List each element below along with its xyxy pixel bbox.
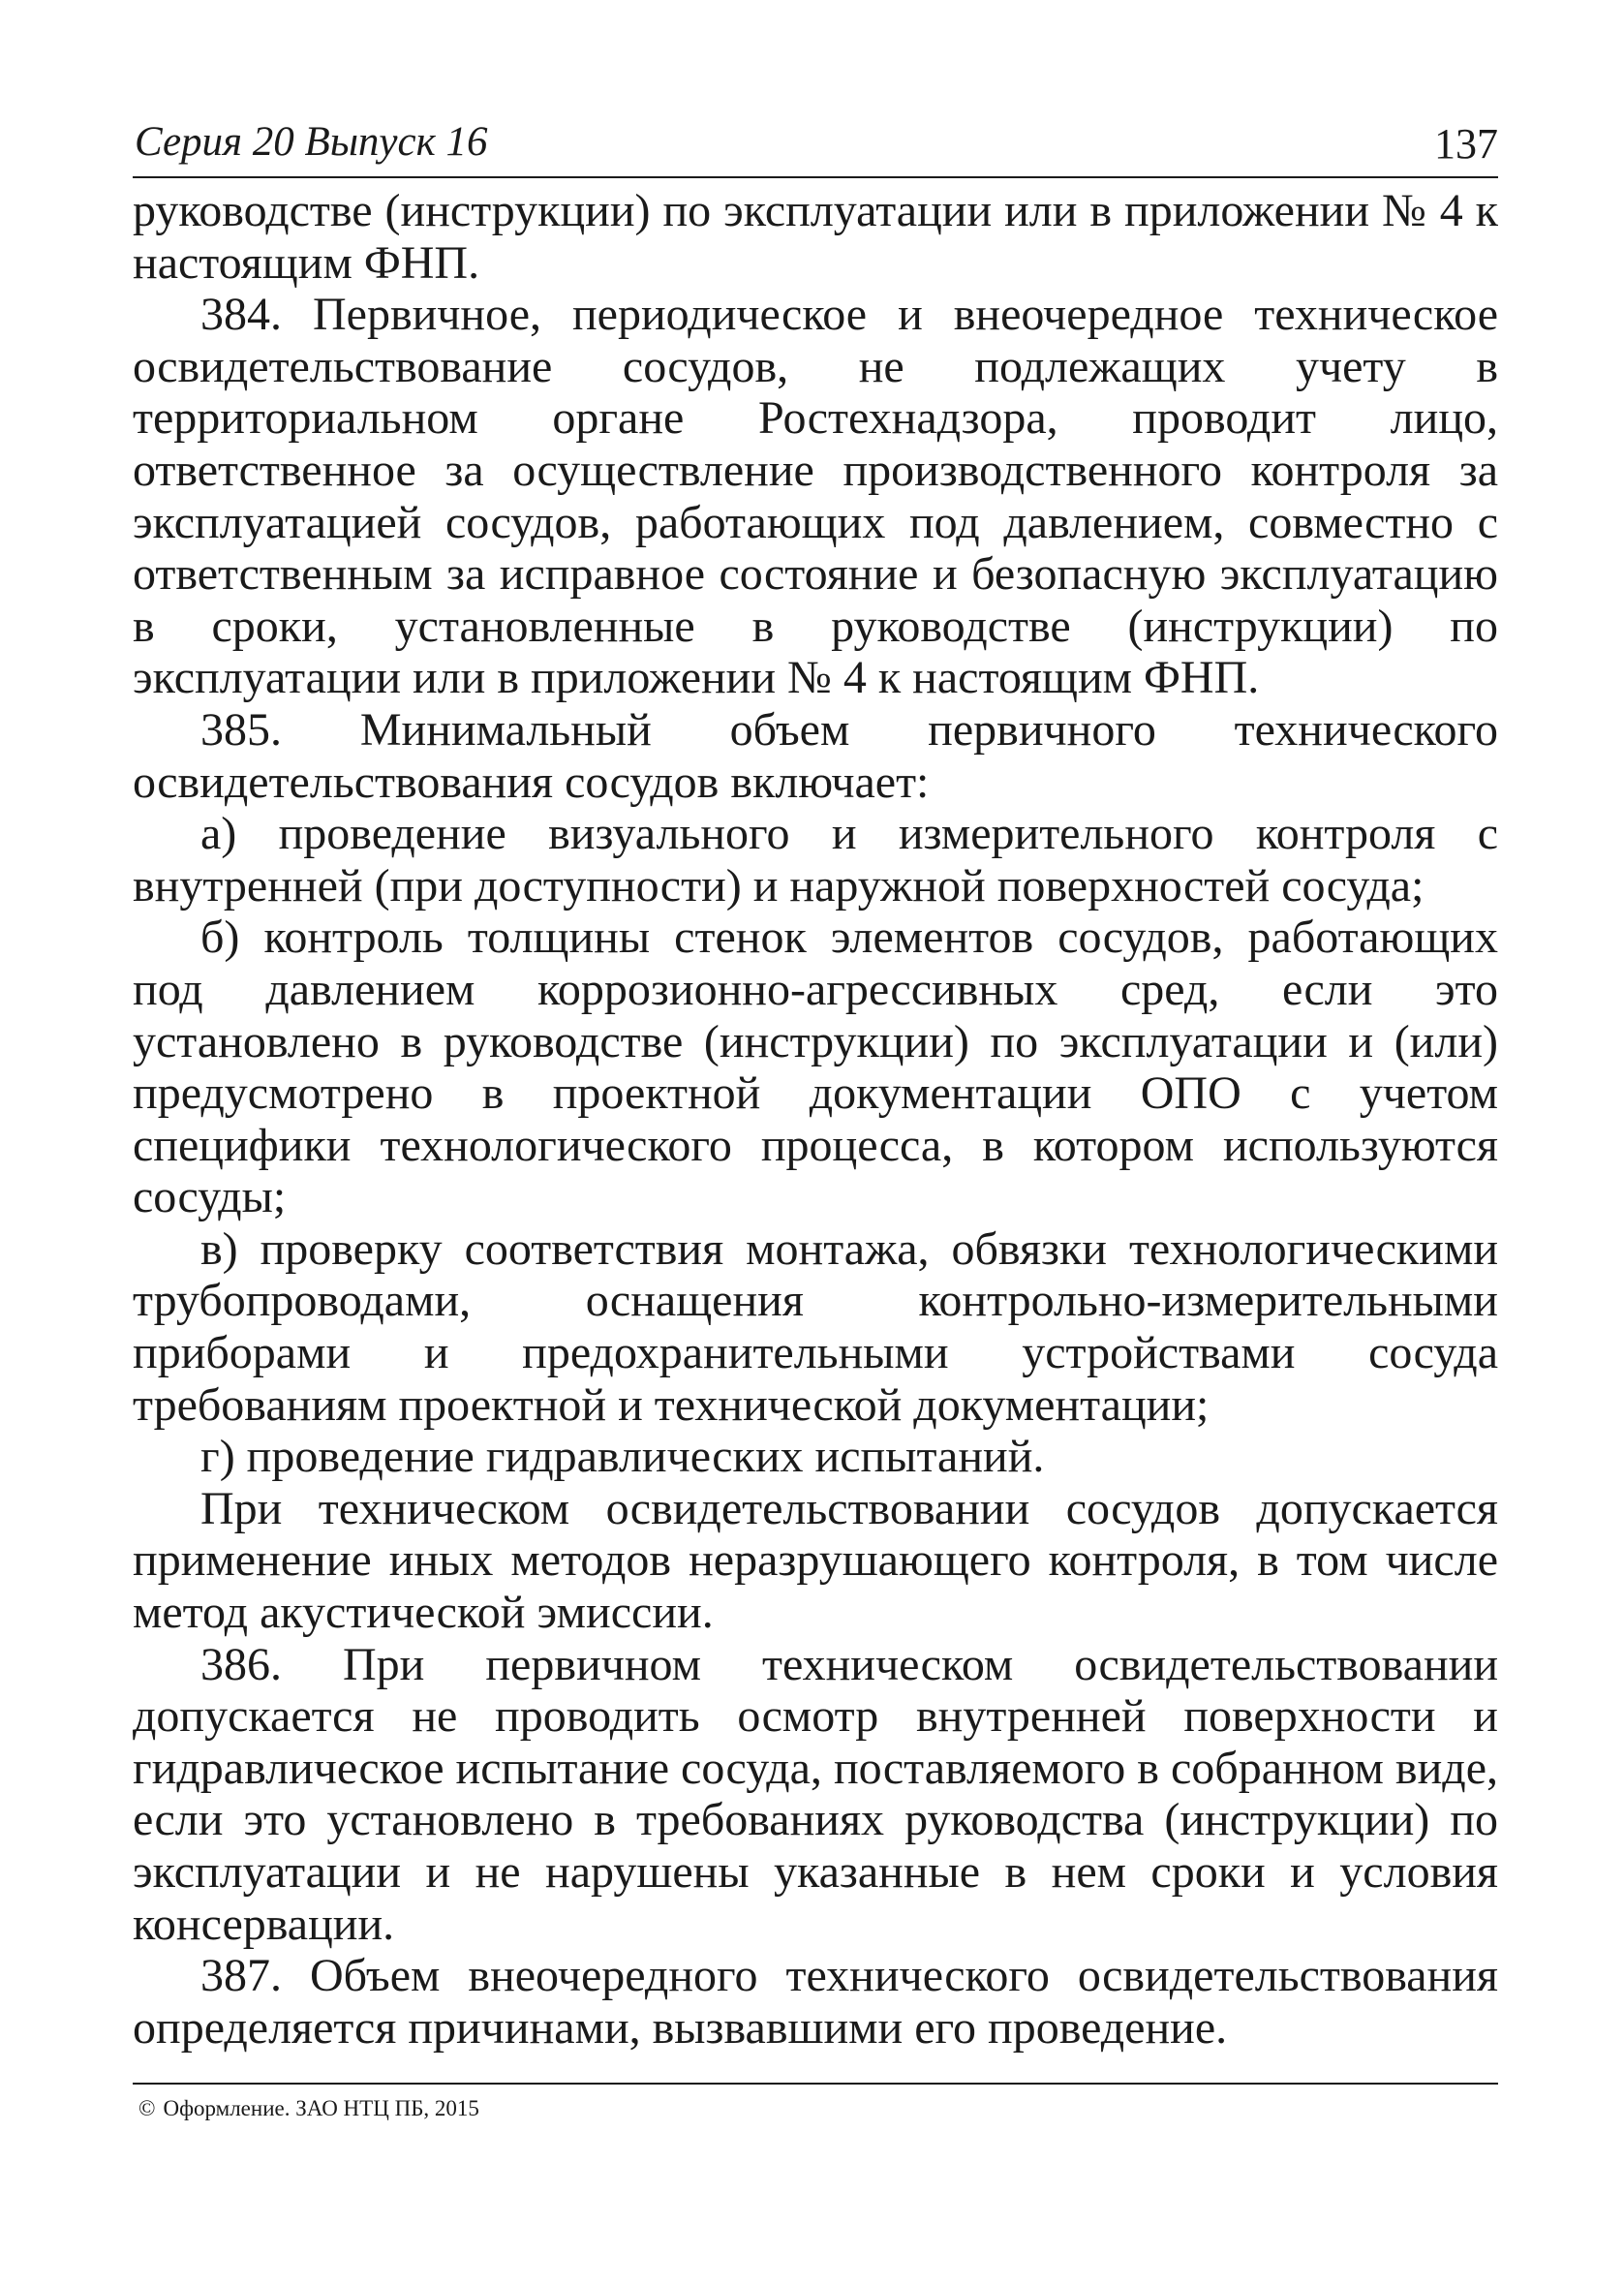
page-number: 137 (1434, 120, 1498, 168)
paragraph-384: 384. Первичное, периодическое и внеочередное техническое освидетельствование сосудов, не подлежащих учету в территориальном органе Ростехнадзора, проводит лицо, ответственное за осуществление производственного контроля за эксплуатацией сосудов, работающих под давлением, совместно с ответственным за исправное состояние и безопасную эксплуатацию в сроки, установленные в руководстве (инструкции) по эксплуатации или в приложении № 4 к настоящим ФНП. (133, 289, 1498, 704)
paragraph-386: 386. При первичном техническом освидетельствовании допускается не проводить осмотр внутренней поверхности и гидравлическое испытание сосуда, поставляемого в собранном виде, если это установлено в требованиях руководства (инструкции) по эксплуатации и не нарушены указанные в нем сроки и условия консервации. (133, 1638, 1498, 1950)
footer-text: Оформление. ЗАО НТЦ ПБ, 2015 (163, 2096, 479, 2120)
copyright-sign: © (138, 2096, 156, 2120)
paragraph-continuation: руководстве (инструкции) по эксплуатации или в приложении № 4 к настоящим ФНП. (133, 185, 1498, 289)
list-item-v: в) проверку соответствия монтажа, обвязки технологическими трубопроводами, оснащения контрольно-измерительными приборами и предохранительными устройствами сосуда требованиям проектной и технической документации; (133, 1222, 1498, 1431)
list-item-a: а) проведение визуального и измерительного контроля с внутренней (при доступности) и наружной поверхностей сосуда; (133, 808, 1498, 912)
paragraph-385: 385. Минимальный объем первичного технического освидетельствования сосудов включает: (133, 703, 1498, 808)
page-footer (133, 2083, 1498, 2125)
body-text (133, 185, 1498, 2054)
paragraph-387: 387. Объем внеочередного технического освидетельствования определяется причинами, вызвавшими его проведение. (133, 1950, 1498, 2054)
series-title: Серия 20 Выпуск 16 (135, 119, 488, 165)
paragraph-note: При техническом освидетельствовании сосудов допускается применение иных методов неразрушающего контроля, в том числе метод акустической эмиссии. (133, 1482, 1498, 1639)
list-item-b: б) контроль толщины стенок элементов сосудов, работающих под давлением коррозионно-агрессивных сред, если это установлено в руководстве (инструкции) по эксплуатации и (или) предусмотрено в проектной документации ОПО с учетом специфики технологического процесса, в котором используются сосуды; (133, 912, 1498, 1223)
list-item-g: г) проведение гидравлических испытаний. (200, 1431, 1045, 1483)
document-page (133, 116, 1498, 2054)
running-header (133, 116, 1498, 178)
